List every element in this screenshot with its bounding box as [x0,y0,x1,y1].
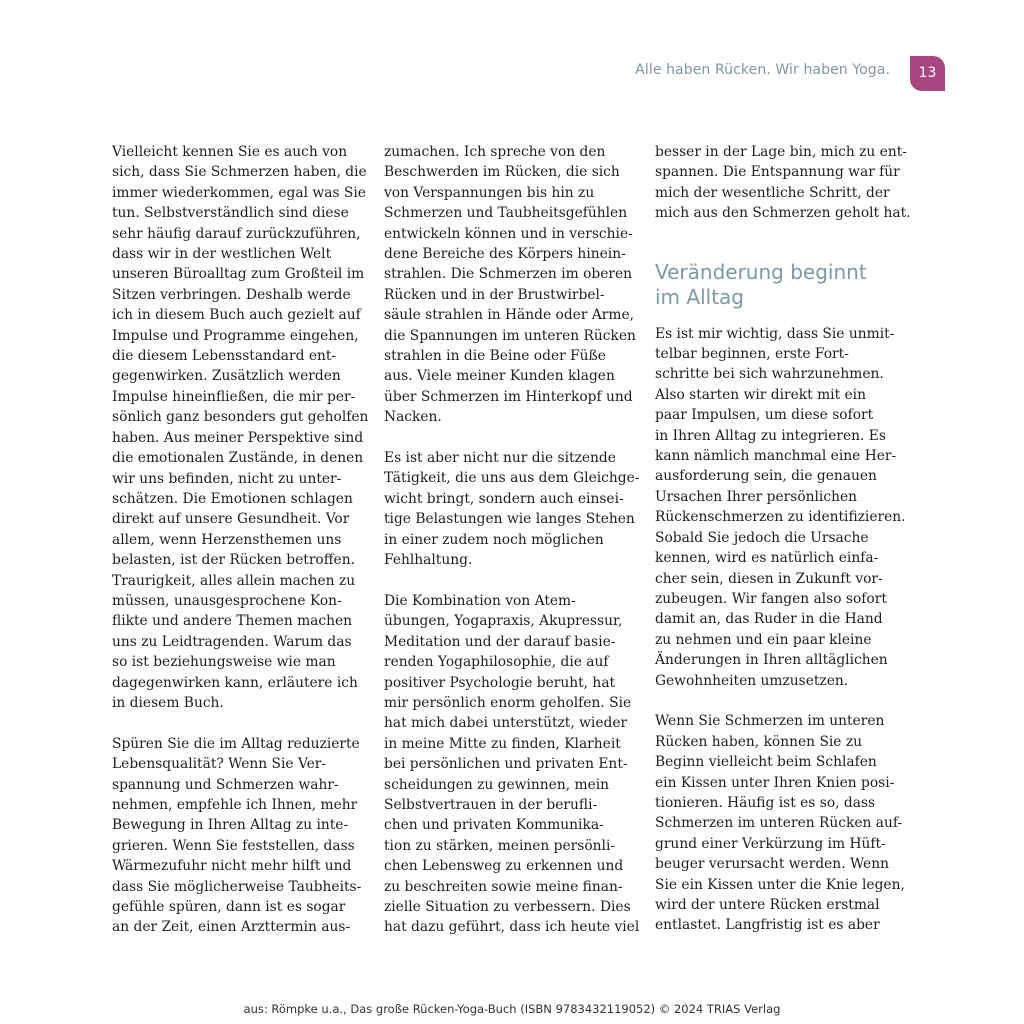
running-header: Alle haben Rücken. Wir haben Yoga. [635,62,890,78]
text-line: uns zu Leidtragenden. Warum das [112,633,352,650]
text-line: Gewohnheiten umzusetzen. [655,672,849,689]
text-line: Meditation und der darauf basie- [384,633,616,650]
text-line: Nacken. [384,409,442,426]
text-line: Traurigkeit, alles allein machen zu [112,572,356,589]
text-line: Wenn Sie Schmerzen im unteren [655,713,885,730]
text-line: damit an, das Ruder in die Hand [655,611,883,628]
text-line: wir uns befinden, nicht zu unter- [112,470,342,487]
text-line: zu beschreiten sowie meine finan- [384,878,623,895]
text-line: dagegenwirken kann, erläutere ich [112,674,358,691]
text-line: nehmen, empfehle ich Ihnen, mehr [112,796,358,813]
text-line: renden Yogaphilosophie, die auf [384,654,609,671]
body-paragraph [384,448,640,570]
text-line: Beginn vielleicht beim Schlafen [655,754,877,771]
text-line: allem, wenn Herzensthemen uns [112,531,342,548]
text-line: besser in der Lage bin, mich zu ent- [655,144,907,160]
text-line: paar Impulsen, um diese sofort [655,407,874,424]
text-line: Rücken haben, können Sie zu [655,733,863,750]
text-line: zumachen. Ich spreche von den [384,144,606,160]
text-line: Wärmezufuhr nicht mehr hilft und [112,858,352,875]
text-line: belasten, ist der Rücken betroffen. [112,552,355,569]
text-line: ich in diesem Buch auch gezielt auf [112,307,361,324]
text-line: chen und privaten Kommunika- [384,817,604,834]
text-line: Selbstvertrauen in der berufli- [384,796,598,813]
text-line: von Verspannungen bis hin zu [384,184,595,201]
text-line: tun. Selbstverständlich sind diese [112,205,349,222]
body-paragraph [655,324,907,691]
text-line: gefühle spüren, dann ist es sogar [112,899,346,916]
text-column-3 [655,142,911,936]
text-line: haben. Aus meiner Perspektive sind [112,429,364,446]
text-line: Lebensqualität? Wenn Sie Ver- [112,756,327,773]
text-line: Die Kombination von Atem- [384,592,576,609]
text-line: schritte bei sich wahrzunehmen. [655,366,884,383]
text-line: Beschwerden im Rücken, die sich [384,164,620,181]
text-line: Also starten wir direkt mit ein [655,386,866,403]
text-line: wicht bringt, sondern auch einsei- [384,490,624,507]
text-line: sich, dass Sie Schmerzen haben, die [112,164,367,181]
text-line: mich aus den Schmerzen geholt hat. [655,205,911,222]
text-line: tion zu stärken, meinen persönli- [384,837,616,854]
text-line: an der Zeit, einen Arzttermin aus- [112,919,351,936]
body-paragraph [655,711,907,935]
text-line: mich der wesentliche Schritt, der [655,184,890,201]
text-line: schätzen. Die Emotionen schlagen [112,490,353,507]
text-line: in Ihren Alltag zu integrieren. Es [655,427,886,444]
text-line: Impulse und Programme eingehen, [112,327,359,344]
text-line: positiver Psychologie beruht, hat [384,674,616,691]
text-line: Es ist aber nicht nur die sitzende [384,450,616,467]
text-line: unseren Büroalltag zum Großteil im [112,266,365,283]
body-paragraph [112,142,369,713]
text-line: entlastet. Langfristig ist es aber [655,917,880,934]
text-line: müssen, unausgesprochene Kon- [112,592,342,609]
text-line: Es ist mir wichtig, dass Sie unmit- [655,325,895,342]
text-column-2 [384,142,640,938]
text-line: wird der untere Rücken erstmal [655,896,880,913]
text-line: kann nämlich manchmal eine Her- [655,448,897,465]
text-line: die emotionalen Zustände, in denen [112,450,364,467]
text-line: die diesem Lebensstandard ent- [112,348,337,365]
text-line: cher sein, diesen in Zukunft vor- [655,570,883,587]
text-line: Sie ein Kissen unter die Knie legen, [655,876,905,893]
page-number-badge: 13 [910,56,945,91]
text-line: ausforderung sein, die genauen [655,468,877,485]
section-heading [655,260,907,310]
text-line: zubeugen. Wir fangen also sofort [655,590,887,607]
text-line: direkt auf unsere Gesundheit. Vor [112,511,350,528]
text-line: zielle Situation zu verbessern. Dies [384,899,631,915]
text-line: spannung und Schmerzen wahr- [112,776,339,793]
paragraph-spacer [655,691,907,711]
text-line: die Spannungen im unteren Rücken [384,327,636,344]
text-line: strahlen in die Beine oder Füße [384,348,606,365]
text-line: Rückenschmerzen zu identifizieren. [655,509,906,526]
text-line: strahlen. Die Schmerzen im oberen [384,266,633,283]
text-line: Schmerzen im unteren Rücken auf- [655,815,903,832]
text-line: chen Lebensweg zu erkennen und [384,858,624,875]
body-paragraph [384,142,636,428]
text-line: immer wiederkommen, egal was Sie [112,184,366,201]
text-line: Spüren Sie die im Alltag reduzierte [112,735,360,752]
text-line: zu nehmen und ein paar kleine [655,631,872,648]
text-line: Fehlhaltung. [384,552,473,569]
text-line: Bewegung in Ihren Alltag zu inte- [112,817,349,834]
text-line: kennen, wird es natürlich einfa- [655,550,879,567]
text-line: Tätigkeit, die uns aus dem Gleichge- [384,470,640,487]
text-line: spannen. Die Entspannung war für [655,164,900,181]
text-line: Vielleicht kennen Sie es auch von [112,144,348,160]
text-line: beuger verursacht werden. Wenn [655,856,889,873]
text-line: hat mich dabei unterstützt, wieder [384,715,628,732]
paragraph-spacer [384,428,636,448]
text-line: über Schmerzen im Hinterkopf und [384,388,633,405]
text-line: aus. Viele meiner Kunden klagen [384,368,615,385]
text-line: entwickeln können und in verschie- [384,225,633,242]
text-line: in diesem Buch. [112,694,224,711]
text-line: so ist beziehungsweise wie man [112,654,336,671]
text-column-1 [112,142,369,938]
text-line: säule strahlen in Hände oder Arme, [384,307,635,324]
text-line: Impulse hineinfließen, die mir per- [112,388,356,405]
text-line: sönlich ganz besonders gut geholfen [112,409,369,426]
paragraph-spacer [112,713,364,733]
text-line: scheidungen zu gewinnen, mein [384,776,610,793]
text-line: bei persönlichen und privaten Ent- [384,756,628,773]
text-line: mir persönlich enorm geholfen. Sie [384,694,632,711]
text-line: in meine Mitte zu finden, Klarheit [384,735,621,752]
heading-line: im Alltag [655,284,744,309]
body-paragraph [384,591,640,938]
text-line: Sitzen verbringen. Deshalb werde [112,286,351,303]
text-line: in einer zudem noch möglichen [384,531,604,548]
text-line: ein Kissen unter Ihren Knien posi- [655,774,895,791]
heading-line: Veränderung beginnt [655,259,867,284]
text-line: tionieren. Häufig ist es so, dass [655,794,876,811]
text-line: flikte und andere Themen machen [112,613,353,630]
text-line: Sobald Sie jedoch die Ursache [655,529,869,546]
text-line: dass wir in der westlichen Welt [112,246,332,263]
text-line: übungen, Yogapraxis, Akupressur, [384,613,623,630]
paragraph-spacer [384,571,636,591]
text-line: grund einer Verkürzung im Hüft- [655,835,886,852]
text-line: grieren. Wenn Sie feststellen, dass [112,837,355,854]
text-line: Änderungen in Ihren alltäglichen [655,652,888,669]
text-line: dass Sie möglicherweise Taubheits- [112,878,362,895]
text-line: hat dazu geführt, dass ich heute viel [384,919,640,936]
text-line: Ursachen Ihrer persönlichen [655,488,858,505]
body-paragraph [112,734,364,938]
text-line: tige Belastungen wie langes Stehen [384,511,635,528]
source-footer: aus: Römpke u.a., Das große Rücken-Yoga-Buch (ISBN 9783432119052) © 2024 TRIAS Verlag [243,1002,781,1016]
text-line: Schmerzen und Taubheitsgefühlen [384,205,628,222]
text-line: sehr häufig darauf zurückzuführen, [112,225,361,242]
text-line: dene Bereiche des Körpers hinein- [384,246,626,263]
text-line: Rücken und in der Brustwirbel- [384,286,605,303]
body-paragraph [655,142,911,224]
text-line: telbar beginnen, erste Fort- [655,346,849,363]
text-line: gegenwirken. Zusätzlich werden [112,368,341,385]
